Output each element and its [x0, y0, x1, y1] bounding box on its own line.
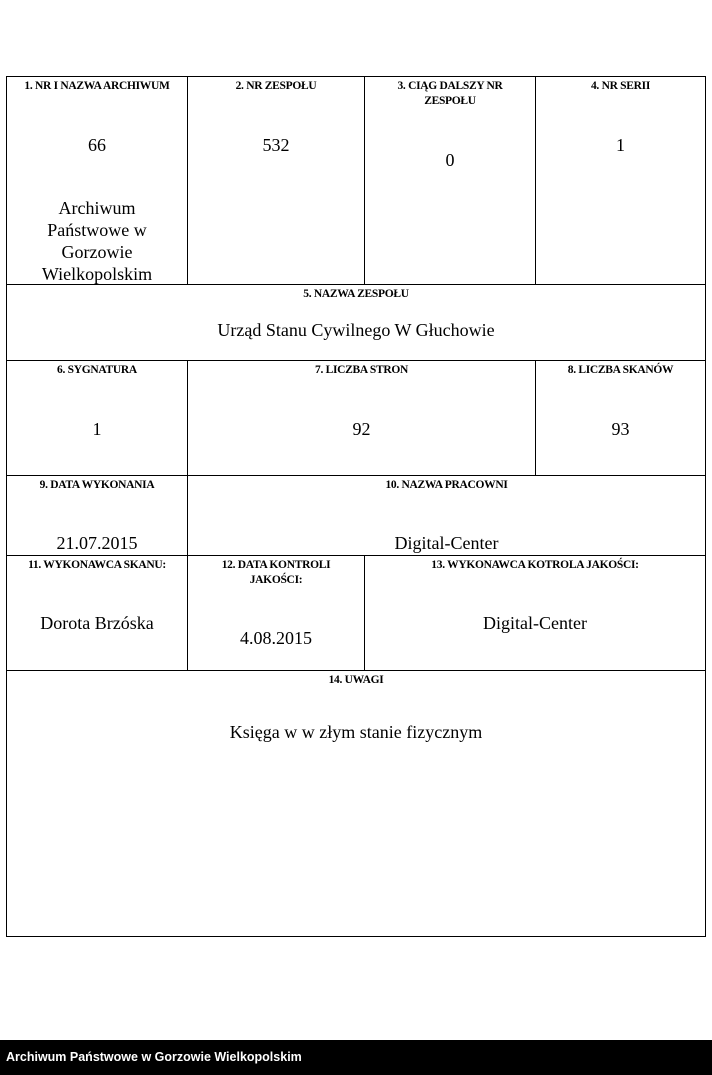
series-number-label: 4. NR SERII: [590, 80, 650, 92]
qc-executor-value: Digital-Center: [483, 613, 587, 633]
execution-date-cell: [7, 476, 188, 556]
execution-date-value: 21.07.2015: [56, 533, 138, 553]
scan-count-label: 8. LICZBA SKANÓW: [567, 364, 674, 376]
scan-executor-label: 11. WYKONAWCA SKANU:: [28, 559, 166, 571]
qc-executor-label: 13. WYKONAWCA KOTROLA JAKOŚCI:: [431, 559, 639, 571]
fonds-name-value: Urząd Stanu Cywilnego W Głuchowie: [217, 320, 495, 340]
series-number-cell: [536, 77, 705, 285]
workshop-name-label: 10. NAZWA PRACOWNI: [385, 479, 508, 491]
scan-count-value: 93: [611, 419, 630, 439]
footer-text: Archiwum Państwowe w Gorzowie Wielkopolskim: [6, 1050, 302, 1064]
series-number-value: 1: [616, 135, 625, 155]
workshop-name-cell: [188, 476, 705, 556]
qc-executor-cell: [365, 556, 705, 671]
metadata-form: [6, 76, 706, 937]
remarks-value: Księga w w złym stanie fizycznym: [229, 722, 483, 742]
qc-date-value: 4.08.2015: [240, 628, 312, 648]
page-count-value: 92: [352, 419, 371, 439]
archive-name: Archiwum Państwowe w Gorzowie Wielkopolskim: [41, 198, 153, 284]
page-count-label: 7. LICZBA STRON: [315, 364, 408, 376]
execution-date-label: 9. DATA WYKONANIA: [39, 479, 155, 491]
scan-count-cell: [536, 361, 705, 476]
fonds-number-label: 2. NR ZESPOŁU: [235, 80, 317, 92]
remarks-cell: [7, 671, 705, 936]
fonds-continuation-value: 0: [445, 150, 455, 170]
fonds-number-cell: [188, 77, 365, 285]
fonds-number-value: 532: [262, 135, 290, 155]
fonds-continuation-label: 3. CIĄG DALSZY NR ZESPOŁU: [397, 80, 503, 107]
qc-date-label: 12. DATA KONTROLI JAKOŚCI:: [221, 559, 331, 586]
qc-date-cell: [188, 556, 365, 671]
fonds-name-cell: [7, 285, 705, 361]
scan-executor-cell: [7, 556, 188, 671]
archive-cell: [7, 77, 188, 285]
signature-value: 1: [92, 419, 102, 439]
fonds-name-label: 5. NAZWA ZESPOŁU: [303, 288, 409, 300]
footer-bar: [0, 1040, 712, 1075]
page-count-cell: [188, 361, 536, 476]
signature-cell: [7, 361, 188, 476]
remarks-label: 14. UWAGI: [328, 674, 384, 686]
archive-label: 1. NR I NAZWA ARCHIWUM: [24, 80, 170, 92]
workshop-name-value: Digital-Center: [394, 533, 499, 553]
archive-number: 66: [88, 135, 106, 155]
fonds-continuation-cell: [365, 77, 536, 285]
scan-executor-value: Dorota Brzóska: [40, 613, 154, 633]
signature-label: 6. SYGNATURA: [57, 364, 137, 376]
